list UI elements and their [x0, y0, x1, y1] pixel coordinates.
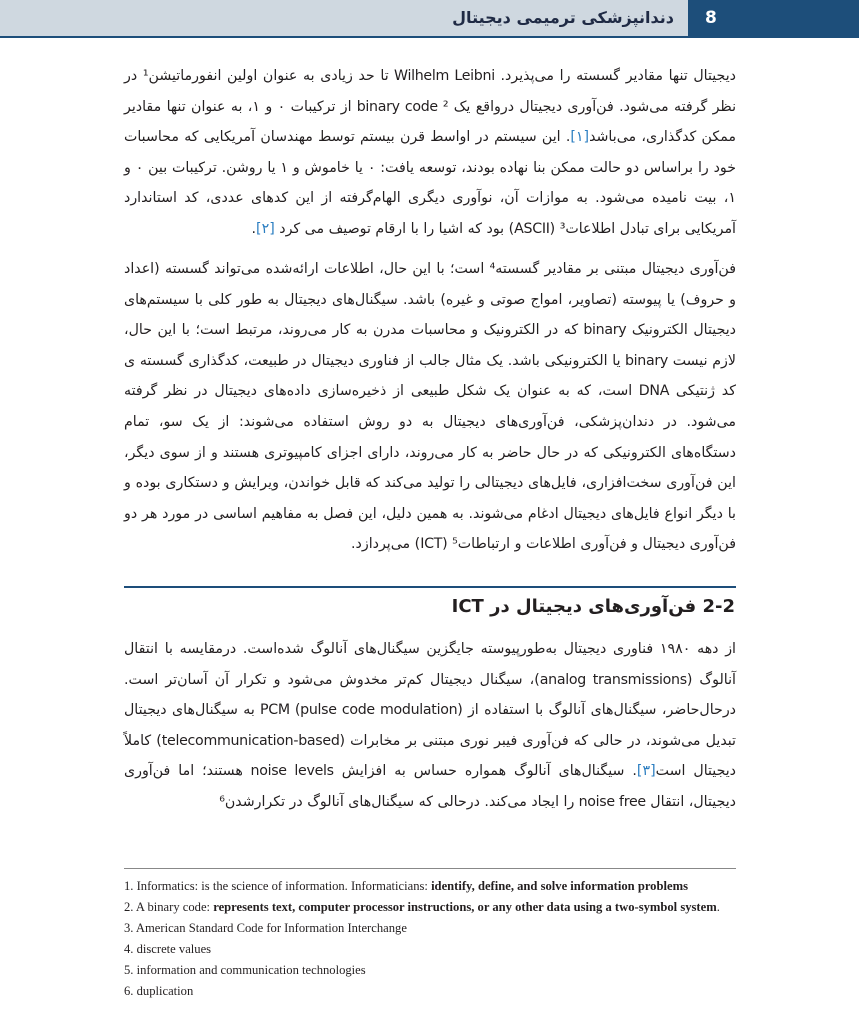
paragraph-3-text-a: از دهه ۱۹۸۰ فناوری دیجیتال به‌طورپیوسته جایگزین سیگنال‌های آنالوگ شده‌است. درمقایسه با انتقال آنالوگ (analog transmissions)، سیگنال دیجیتال کم‌تر مخدوش می‌شود و تکرار آن آسان‌تر است. درحال‌حاضر، سیگنال‌های آنالوگ با استفاده از PCM (pulse code modulation) به سیگنال‌های دیجیتال تبدیل می‌شوند، در حالی که فن‌آوری فیبر نوری مبتنی بر مخابرات (telecommunication-based) کاملاً دیجیتال است: [124, 641, 737, 780]
footnote-3: 3. American Standard Code for Information Interchange: [124, 920, 407, 935]
footnote-1: [124, 876, 736, 897]
header-divider: [0, 36, 859, 38]
citation-3[interactable]: [۳]: [636, 763, 656, 780]
footnote-2-text: 2. A binary code:: [124, 899, 214, 914]
footnote-5: 5. information and communication technologies: [124, 962, 366, 977]
page-number: 8: [705, 8, 717, 28]
paragraph-2: [124, 254, 736, 560]
page-header: [0, 0, 859, 40]
footnote-6: 6. duplication: [124, 983, 194, 998]
citation-1[interactable]: [۱]: [570, 129, 590, 146]
footnote-1-bold: identify, define, and solve information problems: [431, 879, 688, 893]
section-heading: 2-2 فن‌آوری‌های دیجیتال در ICT: [451, 596, 735, 617]
footnote-4: 4. discrete values: [124, 941, 212, 956]
footnote-2-bold: represents text, computer processor instructions, or any other data using a two-symbol system: [213, 899, 717, 914]
paragraph-1-text-a: دیجیتال تنها مقادیر گسسته را می‌پذیرد. Wilhelm Leibni تا حد زیادی به عنوان اولین انفورماتیشن¹ در نظر گرفته می‌شود. فن‌آوری دیجیتال درواقع یک binary code ² از ترکیبات ۰ و ۱، به عنوان تنها مقادیر ممکن کدگذاری، می‌باشد: [124, 68, 737, 146]
paragraph-3: [124, 634, 736, 818]
paragraph-1-text-b: . این سیستم در اواسط قرن بیستم توسط مهندسان آمریکایی که محاسبات خود را براساس دو حالت ممکن بنا نهاده بودند، توسعه یافت: ۰ یا خاموش و ۱ یا روشن. ترکیبات بین ۰ و ۱، بیت نامیده می‌شود. به موازات آن، نوآوری دیگری الهام‌گرفته از این کدهای عددی، کد استاندارد آمریکایی برای تبادل اطلاعات³ (ASCII) بود که اشیا را با ارقام توصیف می کرد: [124, 129, 736, 237]
paragraph-1-text-c: .: [251, 220, 257, 237]
paragraph-2-text: فن‌آوری دیجیتال مبتنی بر مقادیر گسسته⁴ است؛ با این حال، اطلاعات ارائه‌شده می‌تواند گسسته (اعداد و حروف) یا پیوسته (تصاویر، امواج صوتی و غیره) باشد. سیگنال‌های دیجیتال به طور کلی با سیستم‌های دیجیتال الکترونیک binary که در الکترونیک و محاسبات مدرن به کار می‌روند، مرتبط است؛ با این حال، لازم نیست binary یا الکترونیکی باشد. یک مثال جالب از فناوری دیجیتال در طبیعت، کدگذاری گسسته ی کد ژنتیکی DNA است، که به عنوان یک شکل طبیعی از ذخیره‌سازی داده‌های دیجیتال در نظر گرفته می‌شود. در دندان‌پزشکی، فن‌آوری‌های دیجیتال به دو روش استفاده می‌شوند: از یک سو، تمام دستگاه‌های الکترونیکی که در حال حاضر به کار می‌روند، دارای اجزای کامپیوتری هستند و از سوی دیگر، این فن‌آوری سخت‌افزاری، فایل‌های دیجیتالی را تولید می‌کند که قابل خواندن، ویرایش و دستکاری بوده و با دیگر انواع فایل‌های دیجیتال ادغام می‌شوند. به همین دلیل، این فصل به مفاهیم اساسی در مورد هر دو فن‌آوری دیجیتال و فن‌آوری اطلاعات و ارتباطات⁵ (ICT) می‌پردازد.: [124, 261, 736, 553]
footnote-rule: [124, 868, 736, 869]
section-divider: [124, 586, 736, 588]
paragraph-3-text-b: . سیگنال‌های آنالوگ همواره حساس به افزایش noise levels هستند؛ اما فن‌آوری دیجیتال، انتقال noise free را ایجاد می‌کند. درحالی که سیگنال‌های آنالوگ در تکرارشدن⁶: [124, 763, 736, 810]
running-title: دندانپزشکی ترمیمی دیجیتال: [452, 8, 674, 27]
footnotes: [124, 876, 736, 1001]
citation-2[interactable]: [۲]: [256, 220, 275, 237]
paragraph-1: [124, 61, 736, 245]
footnote-1-text: 1. Informatics: is the science of information. Informaticians:: [124, 879, 432, 893]
footnote-2-end: .: [716, 899, 720, 914]
footnote-2: [124, 897, 736, 918]
